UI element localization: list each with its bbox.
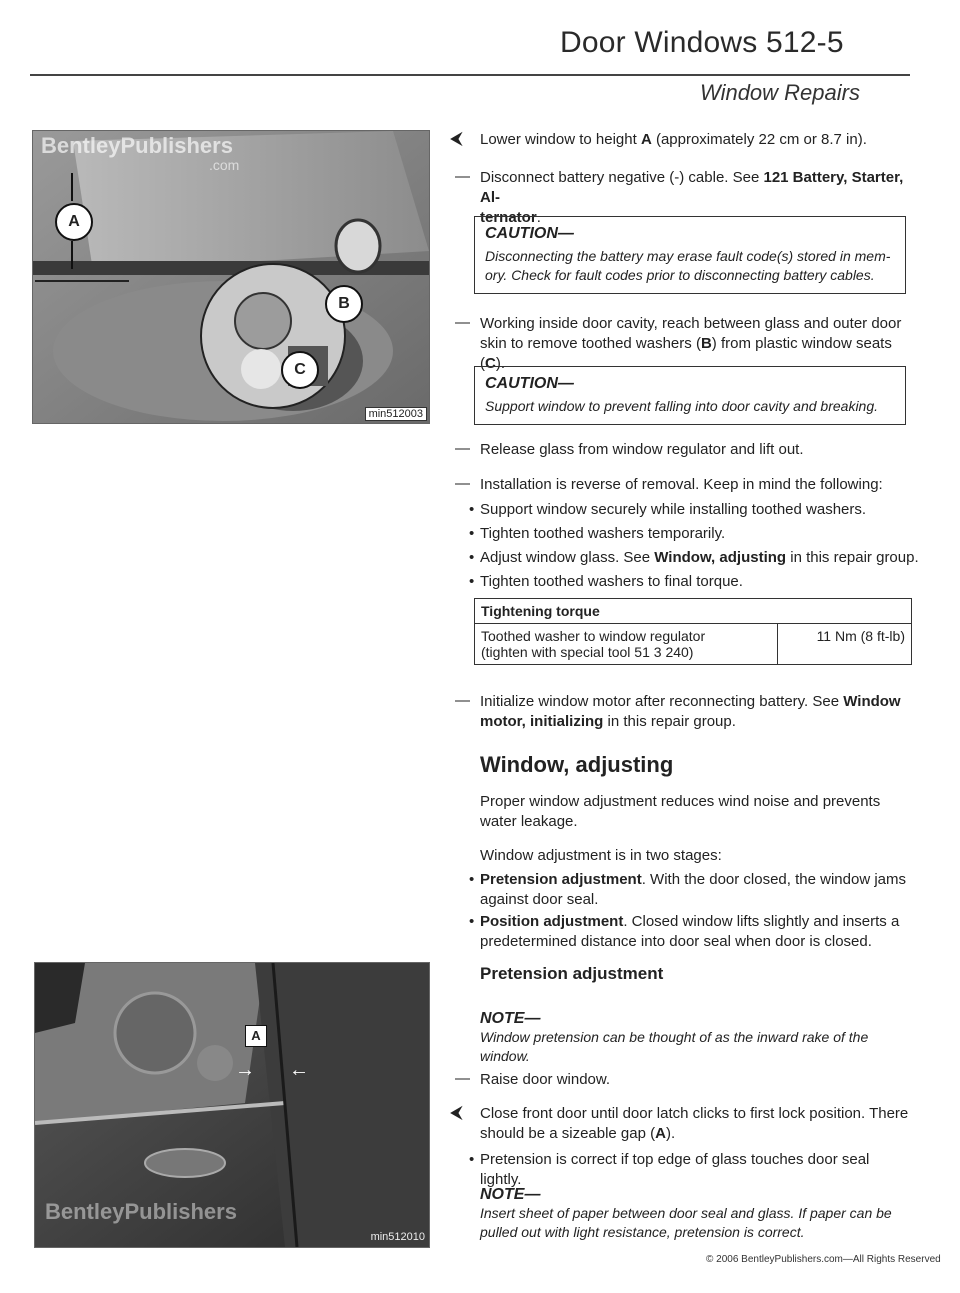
bullet-item: • Adjust window glass. See Window, adjusting in this repair group. <box>480 548 919 568</box>
bullet-item: • Position adjustment. Closed window lifts slightly and inserts a predetermined distance into door seal when door is closed. <box>480 912 910 952</box>
step-release: Release glass from window regulator and lift out. <box>480 441 804 458</box>
caution-box-battery <box>474 216 906 294</box>
ref-arrow-icon: ⮜ <box>450 1102 463 1122</box>
callout-a: A <box>55 203 93 241</box>
adjusting-stages: Window adjustment is in two stages: <box>480 847 722 864</box>
caution-body: Support window to prevent falling into door cavity and breaking. <box>485 398 879 414</box>
caution-title: CAUTION— <box>485 375 574 392</box>
adjusting-intro: Proper window adjustment reduces wind noise and prevents water leakage. <box>480 793 881 830</box>
step-dash: — <box>455 168 470 185</box>
table-cell: Toothed washer to window regulator (tighten with special tool 51 3 240) <box>475 624 778 665</box>
bullet-item: • Pretension is correct if top edge of glass touches door seal lightly. <box>480 1150 910 1190</box>
bullet-item: • Tighten toothed washers to final torque. <box>480 572 743 592</box>
bullet-item: • Pretension adjustment. With the door closed, the window jams against door seal. <box>480 870 910 910</box>
table-cell: 11 Nm (8 ft-lb) <box>778 624 912 665</box>
figure-watermark: BentleyPublishers <box>45 1199 237 1224</box>
step-dash: — <box>455 475 470 492</box>
section-heading: Window, adjusting <box>480 752 674 777</box>
step-dash: — <box>455 1070 470 1087</box>
note-title: NOTE— <box>480 1186 541 1203</box>
door-cavity-illustration <box>33 131 429 423</box>
step-raise: Raise door window. <box>480 1071 611 1088</box>
table-row <box>475 624 912 665</box>
bullet-item: • Tighten toothed washers temporarily. <box>480 524 725 544</box>
step-disconnect: Disconnect battery negative (-) cable. See 121 Battery, Starter, Al- ternator. <box>480 169 904 226</box>
sub-heading: Pretension adjustment <box>480 964 664 983</box>
callout-c: C <box>281 351 319 389</box>
callout-a: A <box>245 1025 267 1047</box>
callout-b: B <box>325 285 363 323</box>
ref-arrow-icon: ⮜ <box>450 128 463 148</box>
table-row <box>475 599 912 624</box>
gap-arrow-left-icon: → <box>235 1059 255 1081</box>
step-dash: — <box>455 314 470 331</box>
gap-arrow-right-icon: ← <box>289 1059 309 1081</box>
figure-id: min512003 <box>365 407 427 421</box>
figure-door-cavity <box>32 130 430 424</box>
bullet-item: • Support window securely while installing toothed washers. <box>480 500 866 520</box>
torque-table <box>474 598 912 665</box>
step-lower: Lower window to height A (approximately 22 cm or 8.7 in). <box>480 131 867 148</box>
note-title: NOTE— <box>480 1010 541 1027</box>
figure-car-door <box>34 962 430 1248</box>
note-body: Window pretension can be thought of as the inward rake of the window. <box>480 1029 869 1064</box>
figure-id: min512010 <box>370 1231 425 1243</box>
page-title: Door Windows 512-5 <box>560 26 844 59</box>
header-rule <box>30 74 910 76</box>
figure-watermark: BentleyPublishers <box>41 133 233 158</box>
figure-watermark-sub: .com <box>209 157 240 173</box>
caution-title: CAUTION— <box>485 225 574 242</box>
step-initialize: Initialize window motor after reconnecting battery. See Window motor, initializing in this repair group. <box>480 693 901 730</box>
note-box <box>480 1010 912 1066</box>
height-arrow-down <box>71 241 73 269</box>
caution-box-support <box>474 366 906 425</box>
step-dash: — <box>455 440 470 457</box>
note-body: Insert sheet of paper between door seal and glass. If paper can be pulled out with light resistance, pretension is correct. <box>480 1205 892 1240</box>
step-working: Working inside door cavity, reach between glass and outer door skin to remove toothed washers (B) from plastic window seats (C). <box>480 315 902 372</box>
note-box <box>480 1186 912 1242</box>
step-dash: — <box>455 692 470 709</box>
copyright-footer: © 2006 BentleyPublishers.com—All Rights Reserved <box>706 1254 941 1265</box>
height-arrow-up <box>71 173 73 201</box>
caution-body: Disconnecting the battery may erase fault code(s) stored in mem- ory. Check for fault codes prior to disconnecting battery cables. <box>485 248 891 283</box>
table-header: Tightening torque <box>475 599 912 624</box>
step-close: Close front door until door latch clicks to first lock position. There should be a sizeable gap (A). <box>480 1105 909 1142</box>
section-subtitle: Window Repairs <box>700 80 860 105</box>
step-install: Installation is reverse of removal. Keep in mind the following: <box>480 476 883 493</box>
